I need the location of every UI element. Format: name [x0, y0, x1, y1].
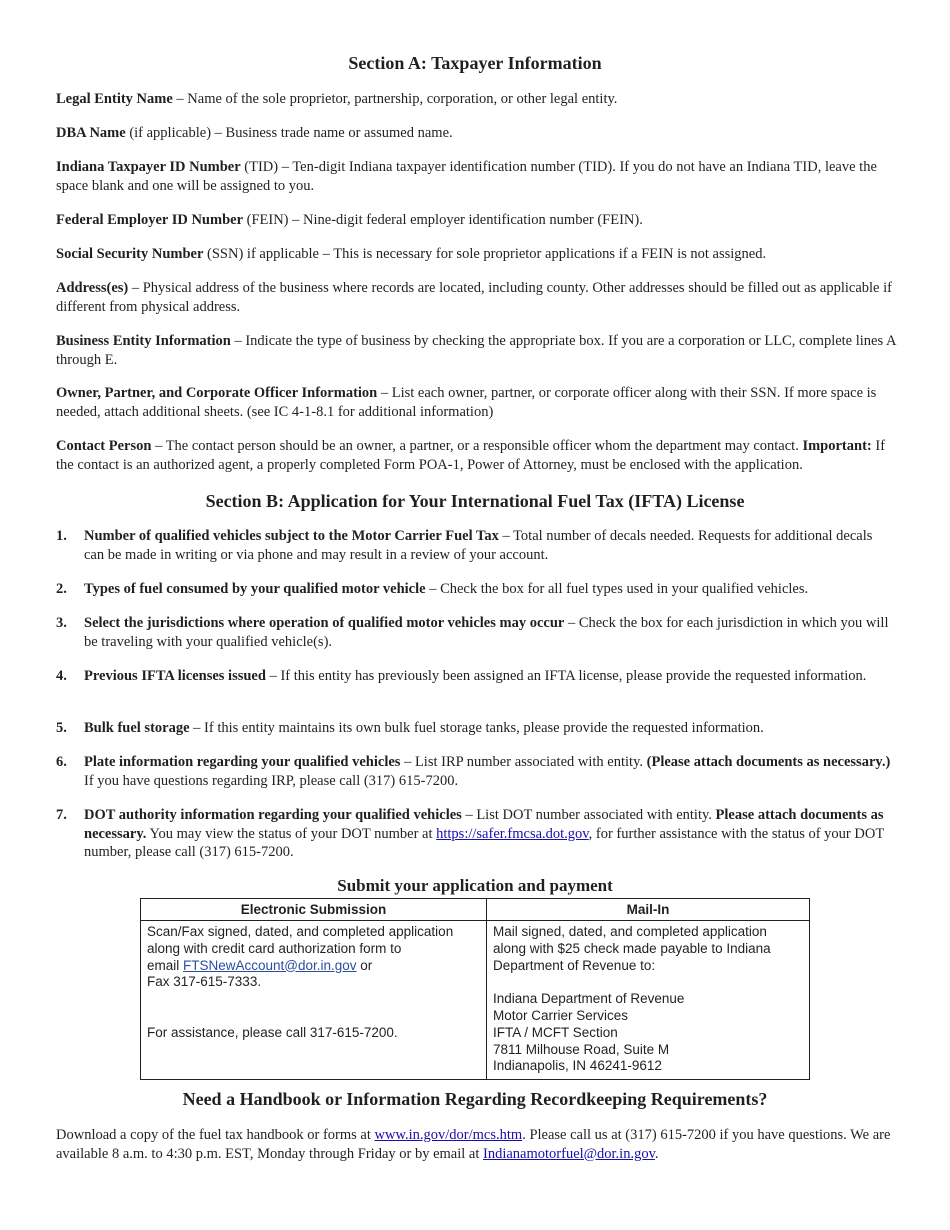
desc: – The contact person should be an owner, a partner, or a responsible officer whom the department may contact. — [151, 438, 799, 454]
email-suffix: or — [356, 957, 373, 973]
desc: – Total number of decals needed. Requests for additional decals can be made in writing or via phone and may result in a review of your account. — [84, 528, 873, 563]
contact-person-para — [56, 437, 896, 474]
term: Address(es) — [56, 280, 129, 296]
address-line: Motor Carrier Services — [493, 1007, 629, 1023]
term: Types of fuel consumed by your qualified motor vehicle — [84, 581, 426, 597]
owner-partner-para — [56, 384, 896, 421]
mcs-handbook-link[interactable]: www.in.gov/dor/mcs.htm — [374, 1127, 523, 1143]
cell-line: Scan/Fax signed, dated, and completed application — [147, 924, 454, 939]
term: DBA Name — [56, 125, 126, 141]
dba-name-para — [56, 124, 896, 143]
handbook-text: . Please call us at (317) 615-7200 if you have questions. We are available 8 a.m. to 4:30 p.m. EST, Monday through Friday or by email at — [56, 1127, 891, 1162]
term: Contact Person — [56, 438, 152, 454]
item-plate-info — [84, 753, 896, 790]
assistance-line: For assistance, please call 317-615-7200. — [147, 1024, 398, 1040]
desc: (TID) – Ten-digit Indiana taxpayer identification number (TID). If you do not have an Indiana TID, leave the space blank and one will be assigned to you. — [56, 159, 877, 194]
business-entity-para — [56, 332, 896, 369]
addresses-para — [56, 279, 896, 316]
address-line: 7811 Milhouse Road, Suite M — [493, 1041, 670, 1057]
email-line — [147, 958, 480, 975]
desc: – Check the box for all fuel types used in your qualified vehicles. — [425, 581, 809, 597]
address-line: Indianapolis, IN 46241-9612 — [493, 1058, 662, 1074]
desc-2: You may view the status of your DOT number at — [146, 825, 437, 842]
fax-line: Fax 317-615-7333. — [147, 974, 262, 990]
cell-line: along with $25 check made payable to Indiana — [493, 940, 771, 956]
item-number: 3. — [56, 615, 67, 631]
desc: (SSN) if applicable – This is necessary for sole proprietor applications if a FEIN is not assigned. — [203, 246, 767, 262]
term: Plate information regarding your qualified vehicles — [84, 754, 401, 770]
cell-line: Mail signed, dated, and completed application — [493, 924, 767, 939]
desc: – List DOT number associated with entity. — [461, 807, 716, 823]
desc: – Name of the sole proprietor, partnership, corporation, or other legal entity. — [172, 91, 618, 107]
desc-2: If you have questions regarding IRP, please call (317) 615-7200. — [84, 772, 459, 789]
handbook-title: Need a Handbook or Information Regarding Recordkeeping Requirements? — [182, 1089, 768, 1109]
term: Business Entity Information — [56, 333, 231, 349]
item-number: 1. — [56, 528, 67, 544]
desc: – Indicate the type of business by checking the appropriate box. If you are a corporation or LLC, complete lines A through E. — [56, 333, 896, 368]
item-fuel-types — [84, 580, 896, 599]
item-number: 7. — [56, 807, 67, 823]
term: Federal Employer ID Number — [56, 212, 243, 228]
table-header-row — [141, 899, 810, 921]
item-qualified-vehicles — [84, 527, 896, 564]
item-bulk-fuel — [84, 719, 896, 738]
item-jurisdictions — [84, 614, 896, 651]
term: Bulk fuel storage — [84, 720, 190, 736]
cell-line: Department of Revenue to: — [493, 957, 656, 973]
term: Select the jurisdictions where operation of qualified motor vehicles may occur — [84, 615, 565, 631]
handbook-text: . — [654, 1145, 659, 1162]
important-label: Important: — [802, 438, 872, 454]
safer-fmcsa-link[interactable]: https://safer.fmcsa.dot.gov — [436, 825, 589, 842]
ftsnewaccount-email-link[interactable]: FTSNewAccount@dor.in.gov — [183, 957, 357, 973]
important-text: If the contact is an authorized agent, a properly completed Form POA-1, Power of Attorney, must be enclosed with the application. — [56, 438, 886, 473]
handbook-para — [56, 1126, 896, 1163]
indiana-tid-para — [56, 158, 896, 195]
attach-note: Please attach documents as necessary. — [84, 807, 884, 842]
address-line: Indiana Department of Revenue — [493, 991, 685, 1007]
desc: – List each owner, partner, or corporate officer along with their SSN. If more space is needed, attach additional sheets. (see IC 4-1-8.1 for additional information) — [56, 385, 877, 420]
section-b-title: Section B: Application for Your International Fuel Tax (IFTA) License — [205, 491, 745, 511]
handbook-text: Download a copy of the fuel tax handbook or forms at — [56, 1127, 375, 1143]
submission-table — [140, 898, 810, 1080]
table-row — [141, 921, 810, 1080]
term: Previous IFTA licenses issued — [84, 668, 266, 684]
electronic-submission-header: Electronic Submission — [141, 899, 487, 921]
term: Owner, Partner, and Corporate Officer Information — [56, 385, 378, 401]
desc: – List IRP number associated with entity. — [400, 754, 647, 770]
desc: – Physical address of the business where records are located, including county. Other addresses should be filled out as applicable if different from physical address. — [56, 280, 892, 315]
ssn-para — [56, 245, 896, 264]
desc-3: , for further assistance with the status of your DOT number, please call (317) 615-7200. — [84, 825, 884, 860]
desc: – If this entity has previously been assigned an IFTA license, please provide the requested information. — [265, 668, 867, 684]
term: Number of qualified vehicles subject to the Motor Carrier Fuel Tax — [84, 528, 499, 544]
address-line: IFTA / MCFT Section — [493, 1024, 618, 1040]
desc: (if applicable) – Business trade name or assumed name. — [125, 125, 453, 141]
indianamotorfuel-email-link[interactable]: Indianamotorfuel@dor.in.gov — [483, 1145, 655, 1162]
term: Legal Entity Name — [56, 91, 173, 107]
submit-title: Submit your application and payment — [337, 876, 613, 895]
legal-entity-name-para — [56, 90, 896, 109]
term: DOT authority information regarding your qualified vehicles — [84, 807, 462, 823]
item-dot-authority — [84, 806, 896, 862]
section-a-title: Section A: Taxpayer Information — [348, 53, 602, 73]
mail-in-cell — [487, 921, 810, 1080]
cell-line: along with credit card authorization form to — [147, 940, 402, 956]
term: Social Security Number — [56, 246, 204, 262]
attach-note: (Please attach documents as necessary.) — [646, 754, 891, 770]
desc: – If this entity maintains its own bulk fuel storage tanks, please provide the requested information. — [189, 720, 764, 736]
item-number: 5. — [56, 720, 67, 736]
term: Indiana Taxpayer ID Number — [56, 159, 241, 175]
electronic-submission-cell — [141, 921, 487, 1080]
item-number: 2. — [56, 581, 67, 597]
fein-para — [56, 211, 896, 230]
desc: – Check the box for each jurisdiction in which you will be traveling with your qualified vehicle(s). — [84, 615, 889, 650]
item-number: 6. — [56, 754, 67, 770]
mail-in-header: Mail-In — [487, 899, 810, 921]
email-prefix: email — [147, 957, 184, 973]
item-previous-licenses — [84, 667, 896, 686]
item-number: 4. — [56, 668, 67, 684]
desc: (FEIN) – Nine-digit federal employer identification number (FEIN). — [243, 212, 643, 228]
